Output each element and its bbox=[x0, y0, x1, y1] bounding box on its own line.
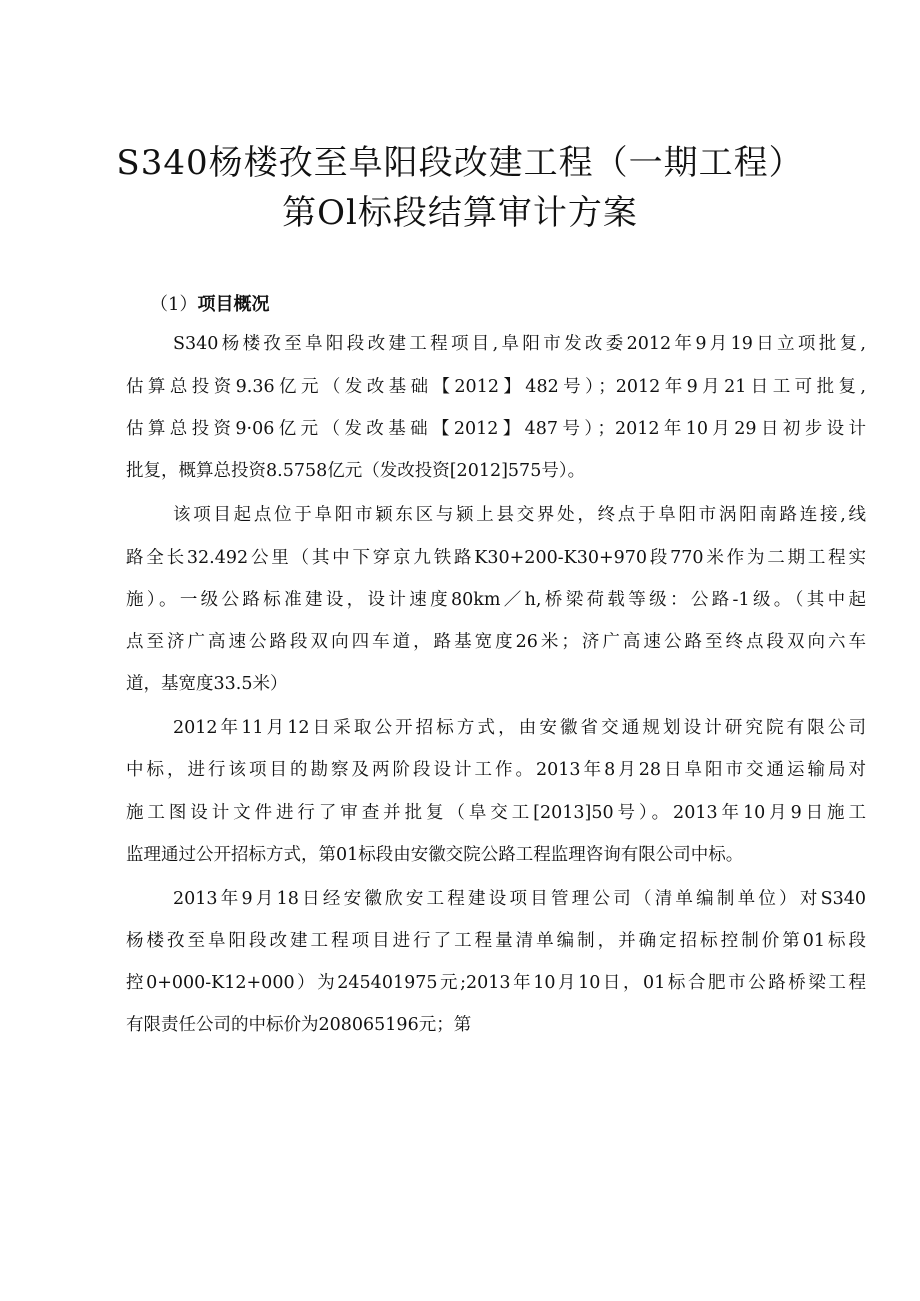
paragraph-line: 控0+000-K12+000）为245401975元;2013年10月10日，01标合肥市公路桥梁工程 bbox=[126, 973, 866, 993]
paragraph-line: 估算总投资9.36亿元（发改基础【2012】482号）；2012年9月21日工可批复, bbox=[126, 377, 866, 397]
paragraph-line: 道，基宽度33.5米） bbox=[126, 674, 288, 694]
paragraph-line: 估算总投资9·06亿元（发改基础【2012】487号）；2012年10月29日初步设计 bbox=[126, 419, 866, 439]
paragraph-line: 2013年9月18日经安徽欣安工程建设项目管理公司（清单编制单位）对S340 bbox=[173, 889, 866, 909]
document-title-line-1: S340杨楼孜至阜阳段改建工程（一期工程） bbox=[116, 143, 804, 183]
paragraph-line: 点至济广高速公路段双向四车道，路基宽度26米；济广高速公路至终点段双向六车 bbox=[126, 632, 866, 652]
paragraph-line: 2012年11月12日采取公开招标方式，由安徽省交通规划设计研究院有限公司 bbox=[173, 718, 866, 738]
section-heading bbox=[150, 290, 269, 316]
paragraph-line: 杨楼孜至阜阳段改建工程项目进行了工程量清单编制，并确定招标控制价第01标段 bbox=[126, 931, 866, 951]
paragraph-line: 路全长32.492公里（其中下穿京九铁路K30+200-K30+970段770米作为二期工程实 bbox=[126, 548, 866, 568]
paragraph-line: 施）。一级公路标准建设，设计速度80km／h,桥梁荷载等级：公路-1级。（其中起 bbox=[126, 590, 866, 610]
section-title: 项目概况 bbox=[197, 294, 270, 315]
paragraph-line: 有限责任公司的中标价为208065196元；第 bbox=[126, 1015, 472, 1035]
paragraph-line: 中标，进行该项目的勘察及两阶段设计工作。2013年8月28日阜阳市交通运输局对 bbox=[126, 760, 866, 780]
paragraph-line: 批复，概算总投资8.5758亿元（发改投资[2012]575号）。 bbox=[126, 461, 586, 481]
section-number: （1） bbox=[150, 294, 198, 315]
paragraph-line: S340杨楼孜至阜阳段改建工程项目,阜阳市发改委2012年9月19日立项批复, bbox=[173, 334, 866, 354]
paragraph-line: 该项目起点位于阜阳市颖东区与颍上县交界处，终点于阜阳市涡阳南路连接,线 bbox=[173, 505, 866, 525]
document-title-line-2: 第Ol标段结算审计方案 bbox=[282, 193, 638, 233]
paragraph-line: 施工图设计文件进行了审查并批复（阜交工[2013]50号）。2013年10月9日施工 bbox=[126, 803, 866, 823]
paragraph-line: 监理通过公开招标方式，第01标段由安徽交院公路工程监理咨询有限公司中标。 bbox=[126, 845, 744, 865]
